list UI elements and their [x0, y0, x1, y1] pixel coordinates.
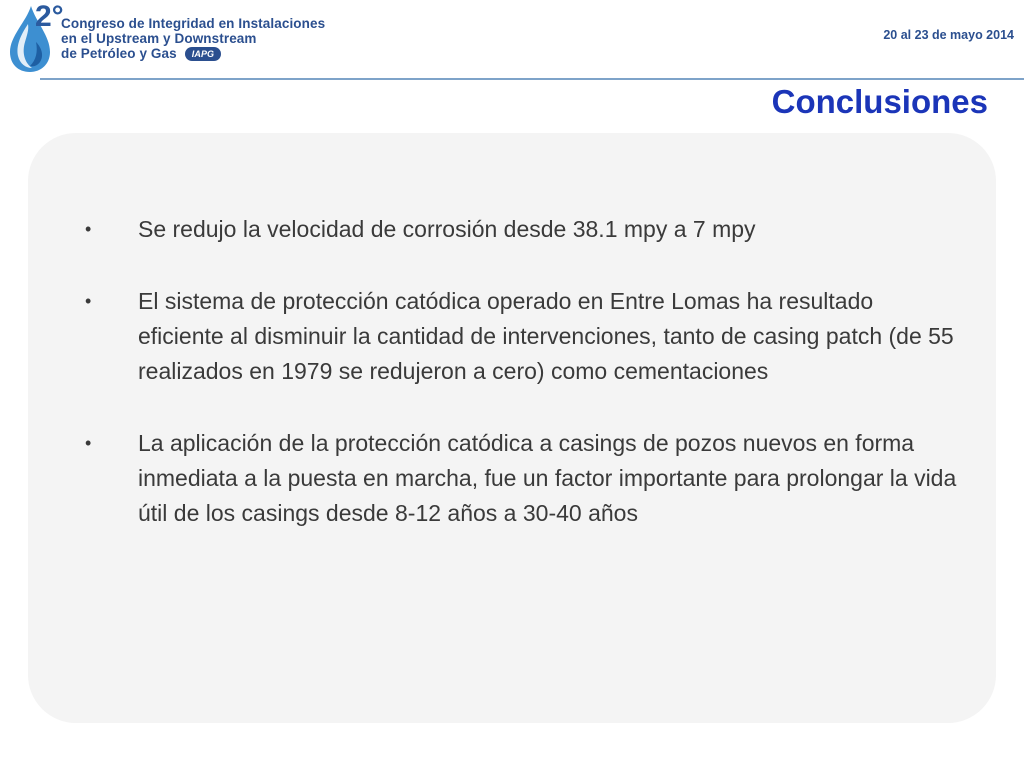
- bullet-item: [85, 212, 965, 247]
- bullet-item: [85, 426, 965, 531]
- bullet-icon: •: [85, 219, 92, 239]
- bullet-text: La aplicación de la protección catódica a casings de pozos nuevos en forma inmediata a la puesta en marcha, fue un factor importante para prolongar la vida útil de los casings desde 8-12 años a 30-40 años: [138, 430, 957, 526]
- bullet-text: Se redujo la velocidad de corrosión desde 38.1 mpy a 7 mpy: [138, 216, 756, 242]
- logo-line-3-container: [61, 46, 221, 61]
- congress-edition-number: 2°: [35, 0, 64, 33]
- bullet-icon: •: [85, 433, 92, 453]
- bullet-icon: •: [85, 291, 92, 311]
- logo-line-2: en el Upstream y Downstream: [61, 31, 257, 46]
- logo-line-1: Congreso de Integridad en Instalaciones: [61, 16, 326, 31]
- slide-title: Conclusiones: [771, 83, 988, 120]
- logo-line-3: de Petróleo y Gas: [61, 46, 177, 61]
- bullet-item: [85, 284, 965, 389]
- event-date: 20 al 23 de mayo 2014: [883, 28, 1014, 42]
- iapg-badge: IAPG: [185, 47, 221, 61]
- bullet-list: [85, 212, 965, 568]
- congress-logo: [6, 0, 326, 76]
- header-divider: [40, 78, 1024, 80]
- bullet-text: El sistema de protección catódica operado en Entre Lomas ha resultado eficiente al disminuir la cantidad de intervenciones, tanto de casing patch (de 55 realizados en 1979 se redujeron a cero) como cementaciones: [138, 288, 954, 384]
